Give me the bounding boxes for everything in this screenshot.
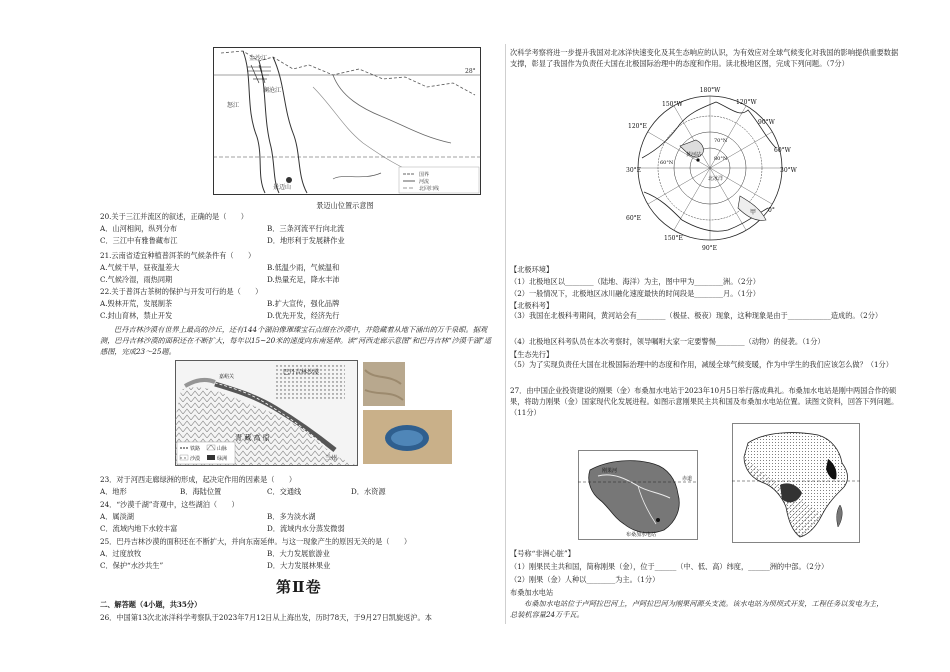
q25-stem: 25．巴丹吉林沙漠的面积还在不断扩大，并向东南延伸。与这一现象产生的原因无关的是（ ） xyxy=(100,537,412,546)
q23-stem: 23．对于河西走廊绿洲的形成，起决定作用的因素是（ ） xyxy=(100,475,297,484)
section-arctic-environment: 【北极环境】 xyxy=(510,265,554,274)
arctic-q4[interactable]: （4）北极地区科考队员在本次考察时，领导嘱咐大家一定要警惕________（动物）的侵袭。（1分） xyxy=(510,337,825,346)
q26-continued: 次科学考察将进一步提升我国对北冰洋快速变化及其生态响应的认识，为有效应对全球气候变化对我国的影响提供重要数据支撑，彰显了我国作为负责任大国在北极国际治理中的态度和作用。读北极地区图，完成下列问题。（7分） xyxy=(510,48,899,69)
q26-start: 26．中国第13次北冰洋科学考察队于2023年7月12日从上海出发，历时78天，于9月27日凯旋返沪。本 xyxy=(100,613,432,622)
legend-label: 北回归线 xyxy=(419,186,440,192)
q25-option-c[interactable]: C．保护“水沙共生” xyxy=(100,561,164,570)
q20-option-c[interactable]: C．三江中有雅鲁藏布江 xyxy=(100,236,178,245)
legend-label: 绿洲 xyxy=(217,456,228,462)
section-ii-heading: 第Ⅱ卷 xyxy=(276,578,322,596)
section-heart-of-africa: 【号称“非洲心脏”】 xyxy=(510,549,575,558)
congo-label: 刚果河 xyxy=(602,468,618,474)
polar-label: 150°E xyxy=(664,235,683,242)
polar-label: 180°W xyxy=(699,87,721,94)
map2-label: 嘉峪关 xyxy=(219,374,235,380)
q27-intro: 27．由中国企业投资建设的刚果（金）布桑加水电站于2023年10月5日举行落成典礼。布桑加水电站是刚中两国合作的硕果，将助力刚果（金）国家现代化发展进程。如图示意刚果民主共和国及布桑加水电站位置。读图文资料，回答下列问题。（11分） xyxy=(510,386,899,418)
q22-option-b[interactable]: B.扩大宣传，强化品牌 xyxy=(267,299,340,308)
q21-option-b[interactable]: B.低温少雨，气候温和 xyxy=(267,263,340,272)
map1-label: 澜沧江 xyxy=(263,87,282,94)
q20-stem: 20.关于三江并流区的叙述，正确的是（ ） xyxy=(100,212,248,221)
q21-stem: 21.云南省适宜种植普洱茶的气候条件有（ ） xyxy=(100,251,256,260)
polar-label: 30°W xyxy=(780,167,797,174)
section-busanga-station: 布桑加水电站 xyxy=(510,588,554,597)
q23-option-b[interactable]: B．海陆位置 xyxy=(180,487,222,496)
hexi-corridor-map xyxy=(175,360,452,466)
q23-option-d[interactable]: D．水资源 xyxy=(351,487,386,496)
q21-option-d[interactable]: D.热量充足，降水丰沛 xyxy=(267,275,340,284)
busanga-text: 布桑加水电站位于卢阿拉巴河上，卢阿拉巴河为刚果河源头支流。该水电站为坝坝式开发，工程任务以发电为主，总装机容量24万千瓦。 xyxy=(510,599,884,620)
congo-label: 布桑加水电站 xyxy=(626,532,657,538)
polar-label: 70°N xyxy=(714,138,728,144)
polar-label: 60°W xyxy=(774,147,791,154)
polar-label: 120°E xyxy=(628,123,647,130)
arctic-region-map xyxy=(625,88,795,253)
congo-label: 赤道 xyxy=(682,476,693,482)
arctic-q2[interactable]: （2）一般情况下，北极地区冰川融化速度最快的时间段是________月。（1分） xyxy=(510,289,760,298)
map2-label: 青 藏 高 原 xyxy=(235,434,270,442)
column-divider xyxy=(505,44,506,624)
legend-label: 铁路 xyxy=(190,446,201,452)
section-arctic-expedition: 【北极科考】 xyxy=(510,301,554,310)
arctic-q3[interactable]: （3）我国在北极科考期间，黄河站会有________（极昼、极夜）现象，这种现象是由于____________造成的。（2分） xyxy=(510,311,883,320)
q25-option-a[interactable]: A．过度放牧 xyxy=(100,549,142,558)
polar-label: 60°E xyxy=(626,215,642,222)
africa-map xyxy=(732,423,860,543)
q24-option-a[interactable]: A．属淡湖 xyxy=(100,512,134,521)
q24-option-b[interactable]: B．多为淡水湖 xyxy=(267,512,316,521)
legend-label: 河流 xyxy=(419,179,430,185)
legend-label: 山脉 xyxy=(217,446,228,452)
polar-label: 120°W xyxy=(736,99,757,106)
q23-option-c[interactable]: C．交通线 xyxy=(267,487,302,496)
q23-option-a[interactable]: A．地形 xyxy=(100,487,127,496)
q25-option-b[interactable]: B．大力发展旅游业 xyxy=(267,549,330,558)
q24-option-c[interactable]: C．流域内地下水较丰富 xyxy=(100,524,178,533)
map1-label: 景迈山 xyxy=(273,184,292,191)
q24-option-d[interactable]: D．流域内水分蒸发微弱 xyxy=(267,524,345,533)
q21-option-a[interactable]: A.气候干旱，昼夜温差大 xyxy=(100,263,180,272)
polar-label: 90°E xyxy=(702,245,718,252)
legend-label: 国界 xyxy=(419,172,430,178)
arctic-q1[interactable]: （1）北极地区以________（陆地、海洋）为主，图中甲为________洲。（2分） xyxy=(510,277,760,286)
map2-label: 巴丹吉林沙漠 xyxy=(283,369,320,376)
polar-label: 150°W xyxy=(662,101,683,108)
q22-option-d[interactable]: D.优先开发，经济先行 xyxy=(267,311,340,320)
q25-option-d[interactable]: D．大力发展林果业 xyxy=(267,561,331,570)
q22-option-a[interactable]: A.毁林开荒，发展制茶 xyxy=(100,299,173,308)
desert-intro: 巴丹吉林沙漠有世界上最高的沙丘，还有144个湖泊像璀璨宝石点缀在沙漠中，并隐藏着从地下涌出的万千泉眼。据观测，巴丹吉林沙漠的面积还在不断扩大，每年以15~20米的速度向东南延伸。读“河西走廊示意图”和巴丹吉林“沙漠千湖”遥感图，完成23～25题。 xyxy=(100,325,492,357)
polar-label: 北冰洋 xyxy=(708,176,724,182)
part-title: 二、解答题（4小题，共35分） xyxy=(100,600,202,609)
q20-option-d[interactable]: D．地形利于发展耕作业 xyxy=(267,236,345,245)
congo-map xyxy=(578,450,698,540)
map1-label: 28° xyxy=(465,68,476,75)
congo-q2[interactable]: （2）刚果（金）人种以________为主。（1分） xyxy=(510,575,660,584)
section-ecology-first: 【生态先行】 xyxy=(510,350,554,359)
legend-label: 沙漠 xyxy=(190,456,201,462)
polar-label: 甲 xyxy=(750,209,757,216)
q24-stem: 24．“沙漠千湖”奇观中，这些湖泊（ ） xyxy=(100,500,239,509)
congo-q1[interactable]: （1）刚果民主共和国，简称刚果（金），位于______（中、低、高）纬度，______洲的中部。（2分） xyxy=(510,562,829,571)
arctic-q5[interactable]: （5）为了实现负责任大国在北极国际治理中的态度和作用，减缓全球气候变暖，作为中学生的我们应该怎么做？（1分） xyxy=(510,360,893,369)
polar-label: 60°N xyxy=(660,160,674,166)
q21-option-c[interactable]: C.气候冷湿，雨热同期 xyxy=(100,275,173,284)
map1-caption: 景迈山位置示意图 xyxy=(316,201,374,210)
q22-option-c[interactable]: C.封山育林，禁止开发 xyxy=(100,311,173,320)
q22-stem: 22.关于普洱古茶树的保护与开发可行的是（ ） xyxy=(100,287,263,296)
polar-label: 0° xyxy=(768,207,775,214)
polar-label: 黄河站 xyxy=(686,152,702,158)
q20-option-b[interactable]: B．三条河流平行向北流 xyxy=(267,224,345,233)
polar-label: 80°N xyxy=(714,156,728,162)
polar-label: 90°W xyxy=(758,119,775,126)
map1-label: 怒江 xyxy=(227,102,240,109)
map2-label: 兰州 xyxy=(325,455,338,462)
q20-option-a[interactable]: A．山河相间，纵列分布 xyxy=(100,224,178,233)
jingmai-location-map xyxy=(213,47,481,195)
polar-label: 30°E xyxy=(626,167,642,174)
map1-label: 金沙江 xyxy=(249,55,268,62)
